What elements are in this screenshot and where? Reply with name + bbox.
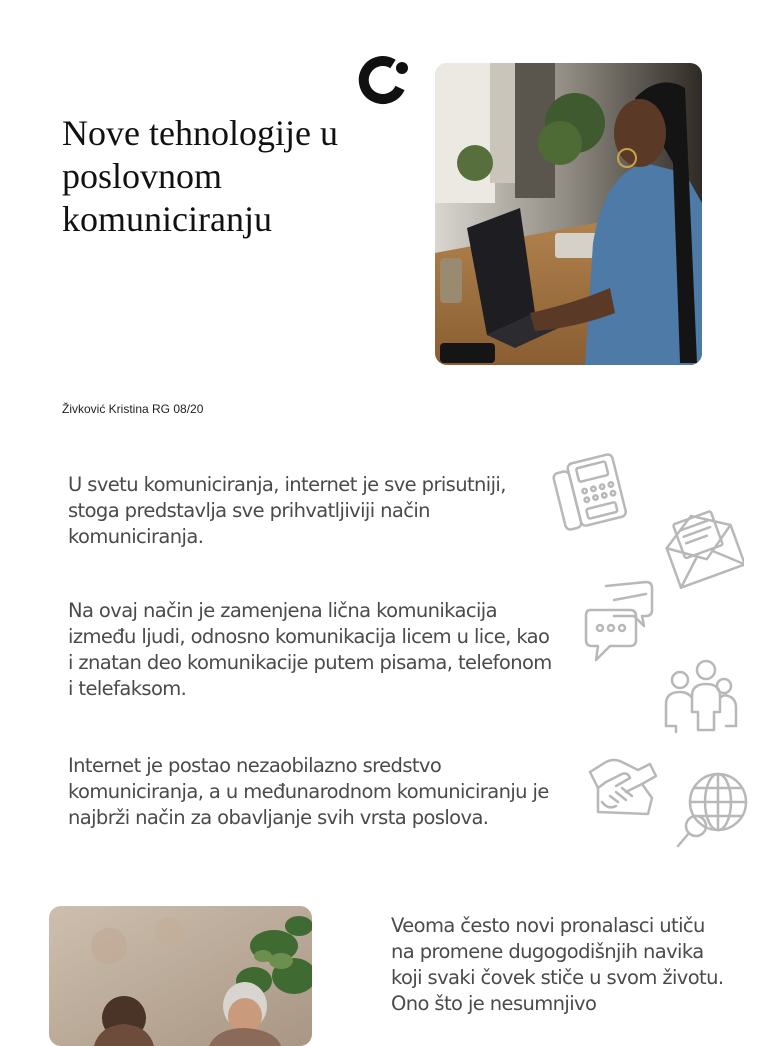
paragraph-1: U svetu komuniciranja, internet je sve prisutniji, stoga predstavlja sve prihvatljiviji način komuniciranja. <box>68 473 506 548</box>
globe-search-icon <box>672 770 752 854</box>
paragraph-4: Veoma često novi pronalasci utiču na promene dugogodišnjih navika koji svaki čovek stiče u svom životu. Ono što je nesumnjivo <box>391 914 724 1015</box>
fax-phone-icon <box>550 452 628 532</box>
hero-photo <box>435 63 702 365</box>
paragraph-2: Na ovaj način je zamenjena lična komunikacija između ljudi, odnosno komunikacija licem u lice, kao i znatan deo komunikacije putem pisama, telefonom i telefaksom. <box>68 599 552 700</box>
meeting-photo <box>49 906 312 1046</box>
paragraph-3: Internet je postao nezaobilazno sredstvo komuniciranja, a u međunarodnom komuniciranju je najbrži način za obavljanje svih vrsta poslova. <box>68 754 549 829</box>
chat-bubbles-icon <box>584 580 656 668</box>
page-title: Nove tehnologije u poslovnom komuniciranju <box>62 113 338 239</box>
author-line: Živković Kristina RG 08/20 <box>62 402 204 416</box>
people-group-icon <box>662 656 738 736</box>
brand-logo <box>358 54 412 106</box>
envelope-letter-icon <box>660 502 744 590</box>
handshake-icon <box>586 752 658 824</box>
